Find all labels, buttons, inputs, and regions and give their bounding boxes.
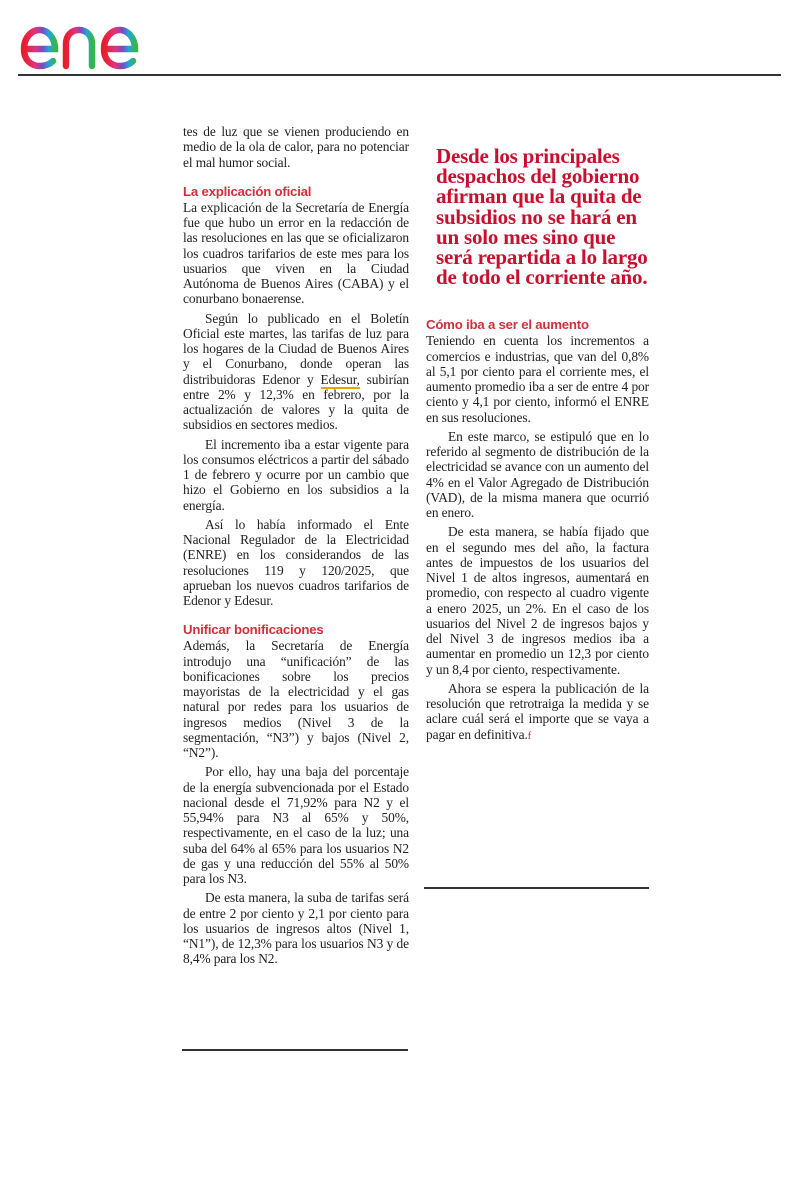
paragraph-ahora-text: Ahora se espera la publicación de la resolución que retrotraiga la medida y se aclare cuál será el importe que se vaya a pagar en definitiva.	[426, 680, 649, 742]
subhead-como-iba-aumento: Cómo iba a ser el aumento	[426, 317, 589, 333]
paragraph-unificacion: Además, la Secretaría de Energía introdujo una “unificación” de las bonificaciones sobre los precios mayoristas de la electricidad y el gas natural por redes para los usuarios de ingresos medios (Nivel 3 de la segmentación, “N3”) y bajos (Nivel 2, “N2”).	[183, 638, 409, 760]
paragraph-incrementos-comercios: Teniendo en cuenta los incrementos a comercios e industrias, que van del 0,8% al 5,1 por ciento para el corriente mes, el aumento promedio iba a ser de entre 4 por ciento y 4,1 por ciento, informó el ENRE en sus resoluciones.	[426, 333, 649, 425]
paragraph-boletin-oficial	[183, 311, 409, 433]
header-rule	[18, 74, 781, 76]
right-column-end-rule	[424, 887, 649, 889]
paragraph-segundo-mes: De esta manera, se había fijado que en el segundo mes del año, la factura antes de impuestos de los usuarios del Nivel 1 de altos ingresos, aumentará en promedio, con respecto al cuadro vigente a enero 2025, un 2%. En el caso de los usuarios del Nivel 2 de ingresos bajos y del Nivel 3 de ingresos medios iba a aumentar en promedio un 12,3 por ciento y un 8,4 por ciento, respectivamente.	[426, 524, 649, 677]
paragraph-ahora-se-espera	[426, 681, 649, 744]
article-right-column	[426, 146, 649, 744]
subhead-explicacion-oficial: La explicación oficial	[183, 183, 312, 199]
paragraph-boletin-text-b: subirían entre 2% y 12,3% en febrero, por la actualización de valores y la quita de subsidios en sectores medios.	[183, 371, 409, 433]
paragraph-suba-tarifas: De esta manera, la suba de tarifas será de entre 2 por ciento y 2,1 por ciento para los usuarios de ingresos altos (Nivel 1, “N1”), de 12,3% para los usuarios N3 y de 8,4% para los N2.	[183, 890, 409, 967]
enel-logo	[16, 8, 172, 72]
end-mark: f	[527, 730, 531, 742]
article-left-column	[183, 124, 409, 967]
subhead-unificar-bonificaciones: Unificar bonificaciones	[183, 622, 324, 638]
paragraph-enre: Así lo había informado el Ente Nacional Regulador de la Electricidad (ENRE) en los considerandos de las resoluciones 119 y 120/2025, que aprueban los nuevos cuadros tarifarios de Edenor y Edesur.	[183, 516, 409, 608]
paragraph-incremento: El incremento iba a estar vigente para los consumos eléctricos a partir del sábado 1 de febrero y ocurre por un cambio que hizo el Gobierno en los subsidios a la energía.	[183, 436, 409, 513]
paragraph-baja-porcentaje: Por ello, hay una baja del porcentaje de la energía subvencionada por el Estado nacional desde el 71,92% para N2 y el 55,94% para N3 al 65% y 50%, respectivamente, en el caso de la luz; una suba del 64% al 65% para los usuarios N2 de gas y una reducción del 55% al 50% para los N3.	[183, 764, 409, 886]
pull-quote: Desde los principales despachos del gobierno afirman que la quita de subsidios no se hará en un solo mes sino que será repartida a lo largo de todo el corriente año.	[436, 144, 648, 290]
paragraph-explicacion: La explicación de la Secretaría de Energía fue que hubo un error en la redacción de las resoluciones en las que se oficializaron los cuadros tarifarios de este mes para los usuarios que viven en la Ciudad Autónoma de Buenos Aires (CABA) y el conurbano bonaerense.	[183, 199, 409, 307]
left-column-end-rule	[182, 1049, 408, 1051]
enel-logo-mark	[16, 8, 172, 72]
paragraph-intro: tes de luz que se vienen produciendo en medio de la ola de calor, para no potenciar el mal humor social.	[183, 124, 409, 170]
paragraph-boletin-text-a: Según lo publicado en el Boletín Oficial este martes, las tarifas de luz para los hogares de la Ciudad de Buenos Aires y el Conurbano, donde operan las distribuidoras Edenor y	[183, 310, 409, 387]
edesur-highlight: Edesur,	[320, 371, 360, 387]
paragraph-vad: En este marco, se estipuló que en lo referido al segmento de distribución de la electricidad se avance con un aumento del 4% en el Valor Agregado de Distribución (VAD), de la misma manera que ocurrió en enero.	[426, 428, 649, 521]
